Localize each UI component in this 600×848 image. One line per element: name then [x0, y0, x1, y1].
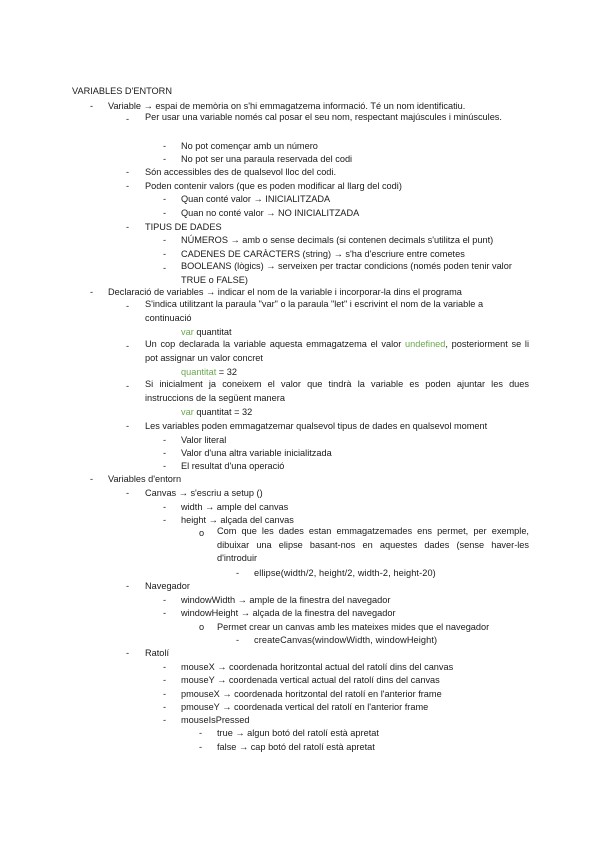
undefined-keyword: undefined — [405, 339, 446, 349]
types-heading: TIPUS DE DADES — [145, 222, 222, 232]
accessible-text: Són accessibles des de qualsevol lloc del codi. — [145, 167, 337, 177]
bullet-dash: - — [163, 608, 167, 618]
list-item: No pot començar amb un número — [181, 141, 318, 151]
bullet-dash: - — [126, 301, 130, 311]
once-post: , posteriorment se li pot assignar un valor concret — [145, 339, 530, 363]
bullet-dash: - — [126, 181, 130, 191]
declaration-once — [145, 338, 529, 365]
bullet-dash: - — [163, 715, 167, 725]
bullet-dash: - — [90, 101, 94, 111]
mouse-heading: Ratolí — [145, 648, 170, 658]
canvas-code: ellipse(width/2, height/2, width-2, height-20) — [254, 568, 436, 578]
list-item: true → algun botó del ratolí està apretat — [217, 728, 379, 738]
list-item: pmouseY → coordenada vertical del ratolí en l'anterior frame — [181, 702, 429, 712]
bullet-dash: - — [163, 235, 167, 245]
bullet-dash: - — [163, 154, 167, 164]
list-item: mouseIsPressed — [181, 715, 250, 725]
bullet-dash: - — [163, 208, 167, 218]
list-item: Quan conté valor → INICIALITZADA — [181, 194, 331, 204]
bullet-dash: - — [126, 648, 130, 658]
list-item: NÚMEROS → amb o sense decimals (si contenen decimals s'utilitza el punt) — [181, 235, 494, 245]
canvas-heading: Canvas → s'escriu a setup () — [145, 488, 263, 498]
bullet-dash: - — [163, 249, 167, 259]
bullet-dash: - — [163, 194, 167, 204]
list-item: No pot ser una paraula reservada del codi — [181, 154, 353, 164]
page-title: VARIABLES D'ENTORN — [72, 86, 172, 96]
bullet-dash: - — [126, 488, 130, 498]
browser-note: Permet crear un canvas amb les mateixes mides que el navegador — [217, 622, 490, 632]
circle-bullet: o — [199, 622, 205, 632]
canvas-note: Com que les dades estan emmagatzemades ens permet, per exemple, dibuixar una elipse basant-nos en aquestes dades (sense haver-les d'introduir — [217, 526, 529, 564]
bullet-dash: - — [163, 515, 167, 525]
bullet-dash: - — [163, 662, 167, 672]
bullet-dash: - — [126, 381, 130, 391]
bullet-dash: - — [126, 114, 130, 124]
bullet-dash: - — [163, 461, 167, 471]
bullet-dash: - — [90, 287, 94, 297]
bullet-dash: - — [163, 435, 167, 445]
bullet-dash: - — [236, 635, 240, 645]
list-item: mouseY → coordenada vertical actual del ratolí dins del canvas — [181, 675, 440, 685]
declaration-known: Si inicialment ja coneixem el valor que tindrà la variable es poden ajuntar les dues instruccions de la següent manera — [145, 379, 529, 403]
list-item: Quan no conté valor → NO INICIALITZADA — [181, 208, 360, 218]
code-line — [181, 406, 252, 418]
circle-bullet: o — [199, 528, 205, 538]
list-item: CADENES DE CARÀCTERS (string) → s'ha d'escriure entre cometes — [181, 249, 465, 259]
bullet-dash: - — [163, 595, 167, 605]
bullet-dash: - — [199, 728, 203, 738]
bullet-dash: - — [126, 581, 130, 591]
code-line — [181, 366, 237, 378]
code-keyword: var — [181, 407, 194, 417]
bullet-dash: - — [163, 448, 167, 458]
code-rest: quantitat — [193, 327, 232, 337]
rule-name-text: Per usar una variable només cal posar el seu nom, respectant majúscules i minúscules. — [145, 112, 502, 122]
bullet-dash: - — [163, 141, 167, 151]
bullet-dash: - — [236, 568, 240, 578]
browser-code: createCanvas(windowWidth, windowHeight) — [254, 635, 438, 645]
bullet-dash: - — [163, 675, 167, 685]
bullet-dash: - — [199, 742, 203, 752]
code-rest: quantitat = 32 — [193, 407, 253, 417]
bullet-dash: - — [126, 167, 130, 177]
list-item: false → cap botó del ratolí està apretat — [217, 742, 375, 752]
declaration-heading: Declaració de variables → indicar el nom de la variable i incorporar-la dins el programa — [108, 287, 462, 297]
declaration-how: S'indica utilitzant la paraula "var" o la paraula "let" i escrivint el nom de la variable a continuació — [145, 299, 484, 323]
bullet-dash: - — [163, 502, 167, 512]
bullet-dash: - — [126, 421, 130, 431]
bullet-dash: - — [163, 702, 167, 712]
code-keyword: quantitat — [181, 367, 217, 377]
list-item: width → ample del canvas — [181, 502, 289, 512]
list-item: windowWidth → ample de la finestra del navegador — [181, 595, 391, 605]
code-keyword: var — [181, 327, 194, 337]
declaration-store: Les variables poden emmagatzemar qualsevol tipus de dades en qualsevol moment — [145, 421, 488, 431]
list-item: height → alçada del canvas — [181, 515, 294, 525]
bullet-dash: - — [163, 689, 167, 699]
list-item: windowHeight → alçada de la finestra del navegador — [181, 608, 396, 618]
variable-heading: Variable → espai de memòria on s'hi emmagatzema informació. Té un nom identificatiu. — [108, 101, 466, 111]
bullet-dash: - — [126, 341, 130, 351]
code-line — [181, 326, 232, 338]
code-rest: = 32 — [216, 367, 237, 377]
browser-heading: Navegador — [145, 581, 190, 591]
list-item: BOOLEANS (lògics) → serveixen per tractar condicions (només poden tenir valor TRUE o FALSE) — [181, 261, 512, 285]
list-item: mouseX → coordenada horitzontal actual del ratolí dins del canvas — [181, 662, 454, 672]
list-item: Valor literal — [181, 435, 227, 445]
env-heading: Variables d'entorn — [108, 474, 182, 484]
bullet-dash: - — [126, 222, 130, 232]
list-item: El resultat d'una operació — [181, 461, 285, 471]
list-item: pmouseX → coordenada horitzontal del ratolí en l'anterior frame — [181, 689, 442, 699]
list-item: Valor d'una altra variable inicialitzada — [181, 448, 332, 458]
bullet-dash: - — [163, 263, 167, 273]
values-intro: Poden contenir valors (que es poden modificar al llarg del codi) — [145, 181, 402, 191]
bullet-dash: - — [90, 474, 94, 484]
once-pre: Un cop declarada la variable aquesta emmagatzema el valor — [145, 339, 406, 349]
